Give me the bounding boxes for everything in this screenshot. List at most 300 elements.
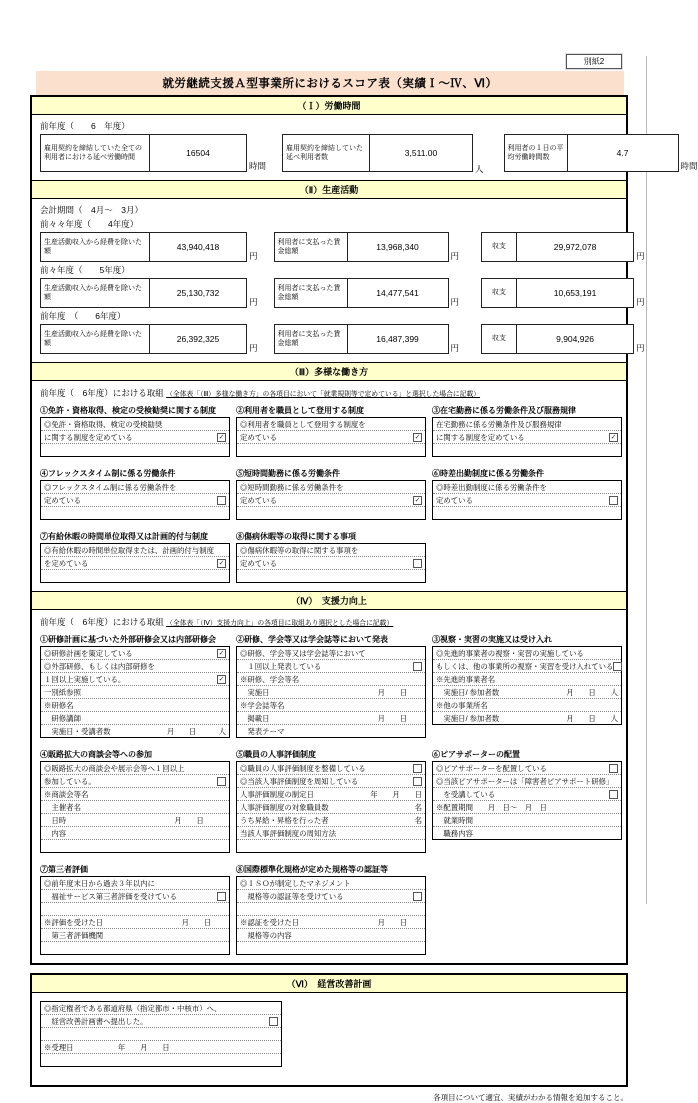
income-field: [40, 324, 258, 354]
item-row: [433, 801, 621, 814]
row-text: を受講している: [436, 789, 496, 799]
attachment-tag: [566, 54, 622, 69]
field-value[interactable]: 4.7: [616, 148, 629, 158]
item-row: [41, 762, 229, 775]
checkbox[interactable]: [269, 1017, 278, 1026]
checkbox[interactable]: ✓: [218, 433, 225, 441]
row-meta: 月 日 人: [566, 687, 618, 697]
improvement-plan-box: [30, 973, 628, 1087]
item-row: [41, 1041, 281, 1054]
production-year-label: 前々年度（ 5年度）: [40, 265, 130, 275]
item-row: [41, 557, 229, 570]
workstyle-item: [40, 405, 230, 457]
income-field: [40, 232, 258, 262]
income-value[interactable]: 26,392,325: [176, 334, 220, 344]
row-text: 定めている: [240, 432, 277, 442]
row-text: 定めている: [44, 495, 81, 505]
row-text: 実施日・受講者数: [44, 726, 111, 736]
workstyle-items: [40, 405, 618, 583]
item-box: [432, 646, 622, 725]
item-row: [41, 903, 229, 916]
row-text: ◎時差出勤制度に係る労働条件を: [436, 482, 547, 492]
balance-label: 収支: [482, 279, 517, 307]
item-row: [237, 712, 425, 725]
item-row: [433, 712, 621, 724]
item-row: [433, 827, 621, 839]
row-text: 研修講師: [44, 713, 81, 723]
item-row: [237, 762, 425, 775]
item-row: [41, 1054, 281, 1066]
row-meta: 月 日: [377, 713, 422, 723]
item-row: [41, 840, 229, 852]
item-row: [41, 699, 229, 712]
support-item: [40, 749, 230, 853]
income-value[interactable]: 25,130,732: [176, 288, 220, 298]
item-title: ①研修計画に基づいた外部研修会又は内部研修会: [40, 635, 216, 644]
item-row: [41, 890, 229, 903]
row-text: 福祉サービス第三者評価を受けている: [44, 891, 178, 901]
row-text: ※研修、学会等名: [240, 674, 300, 684]
balance-value[interactable]: 10,653,191: [553, 288, 597, 298]
item-row: [433, 494, 621, 507]
labor-field: [504, 134, 698, 172]
item-row: [41, 686, 229, 699]
row-text: ◎研修、学会等又は学会誌等において: [240, 648, 366, 658]
item-title: ②利用者を職員として登用する制度: [236, 406, 364, 415]
checkbox[interactable]: [413, 662, 422, 671]
balance-value[interactable]: 9,904,926: [556, 334, 594, 344]
item-row: [237, 788, 425, 801]
row-text: ※学会誌等名: [240, 700, 285, 710]
income-label: 生産活動収入から経費を除いた額: [41, 233, 150, 261]
item-box: [236, 417, 426, 457]
main-score-box: [30, 95, 698, 965]
row-text: 人事評価制度の制定日: [240, 789, 314, 799]
row-text: ※配置期間 月 日～ 月 日: [436, 802, 547, 812]
section-2-header: （Ⅱ）生産活動: [32, 180, 626, 199]
workstyle-item: [236, 468, 426, 520]
support-item: [40, 864, 230, 955]
item-row: [237, 570, 425, 582]
row-text: ◎指定権者である都道府県（指定都市・中核市）へ、: [44, 1003, 222, 1013]
item-row: [237, 481, 425, 494]
item-row: [41, 444, 229, 456]
row-text: 実施日: [240, 687, 270, 697]
item-row: [41, 418, 229, 431]
wage-value[interactable]: 14,477,541: [376, 288, 419, 298]
item-row: [433, 647, 621, 660]
field-label: 利用者の１日の平均労働時間数: [505, 135, 568, 171]
workstyle-item: [236, 405, 426, 457]
income-value[interactable]: 43,940,418: [176, 242, 220, 252]
item-title: ⑧国際標準化規格が定めた規格等の認証等: [236, 865, 388, 874]
row-text: ◎有給休暇の時間単位取得または、計画的付与制度: [44, 545, 214, 555]
support-item: [236, 634, 426, 738]
item-row: [237, 444, 425, 456]
row-meta: 月 日 人: [566, 713, 618, 723]
yen-unit: 円: [636, 297, 645, 307]
item-row: [237, 647, 425, 660]
row-text: 実施日/ 参加者数: [436, 713, 500, 723]
item-row: [41, 788, 229, 801]
checkbox[interactable]: [413, 559, 422, 568]
checkbox[interactable]: [609, 790, 618, 799]
row-text: 職務内容: [436, 828, 473, 838]
page-edge-line: [646, 56, 647, 904]
item-box: [40, 417, 230, 457]
row-text: ◎免許・資格取得、検定の受検勧奨: [44, 419, 163, 429]
item-row: [41, 942, 229, 954]
item-row: [237, 827, 425, 840]
wage-label: 利用者に支払った賃金総額: [275, 233, 348, 261]
checkbox[interactable]: [413, 764, 422, 773]
item-row: [237, 814, 425, 827]
section-1-body: [32, 115, 698, 180]
item-box: [236, 480, 426, 520]
row-text: 内容: [44, 828, 67, 838]
row-text: うち昇給・昇格を行った者: [240, 815, 329, 825]
item-row: [41, 929, 229, 942]
checkbox[interactable]: [217, 892, 226, 901]
row-text: 人事評価制度の対象職員数: [240, 802, 329, 812]
checkbox[interactable]: ✓: [610, 433, 617, 441]
support-item: [40, 634, 230, 738]
item-row: [41, 507, 229, 519]
item-row: [433, 814, 621, 827]
item-box: [40, 876, 230, 955]
row-text: 参加している。: [44, 776, 96, 786]
labor-field: [40, 134, 266, 172]
balance-label: 収支: [482, 233, 517, 261]
item-row: [237, 494, 425, 507]
support-items: [40, 634, 618, 955]
wage-label: 利用者に支払った賃金総額: [275, 279, 348, 307]
row-text: 掲載日: [240, 713, 270, 723]
item-box: [40, 646, 230, 738]
item-box: [236, 543, 426, 583]
section-1-header: （Ｉ）労働時間: [32, 97, 626, 115]
checkbox[interactable]: ✓: [414, 496, 421, 504]
item-row: [41, 775, 229, 788]
item-title: ⑦有給休暇の時間単位取得又は計画的付与制度: [40, 532, 208, 541]
row-text: 日時: [44, 815, 67, 825]
footer-note: 各項目について適宜、実績がわかる情報を追加すること。: [433, 1093, 628, 1102]
yen-unit: 円: [249, 343, 258, 353]
item-row: [433, 788, 621, 801]
section-3-intro-note: （全体表「（Ⅲ）多様な働き方」の各項目において「就業規則等で定めている」と選択した場合に記載）: [166, 391, 481, 398]
item-row: [237, 903, 425, 916]
production-year-label: 前年度 （ 6年度）: [40, 311, 126, 321]
row-text: ◎販路拡大の商談会や展示会等へ１回以上: [44, 763, 185, 773]
item-row: [41, 916, 229, 929]
row-text: ◎職員の人事評価制度を整備している: [240, 763, 366, 773]
row-text: ◎ピアサポーターを配置している: [436, 763, 547, 773]
row-meta: 名: [414, 802, 422, 812]
workstyle-item: [432, 468, 622, 520]
production-year-row: [40, 218, 645, 262]
item-row: [237, 775, 425, 788]
item-box: [40, 480, 230, 520]
item-title: ④フレックスタイム制に係る労働条件: [40, 469, 176, 478]
item-box: [236, 876, 426, 955]
row-text: ◎先進的事業者の視察・実習の実施している: [436, 648, 584, 658]
row-text: 当該人事評価制度の周知方法: [240, 828, 337, 838]
yen-unit: 円: [636, 343, 645, 353]
checkbox[interactable]: ✓: [218, 675, 225, 683]
field-value[interactable]: 16504: [186, 148, 210, 158]
row-text: ◎研修計画を策定している: [44, 648, 133, 658]
row-text: 在宅勤務に係る労働条件及び服務規律: [436, 419, 562, 429]
item-row: [41, 544, 229, 557]
item-row: [41, 725, 229, 737]
item-row: [41, 431, 229, 444]
production-year-row: [40, 264, 645, 308]
section-4-header: （Ⅳ） 支援力向上: [32, 591, 626, 610]
wage-value[interactable]: 16,487,399: [376, 334, 419, 344]
field-label: 雇用契約を締結していた全ての利用者における延べ労働時間: [41, 135, 150, 171]
item-row: [41, 814, 229, 827]
row-text: 第三者評価機関: [44, 930, 104, 940]
income-field: [40, 278, 258, 308]
accounting-period-label: 会計期間（ 4月～ 3月）: [40, 205, 143, 215]
form-body: [30, 95, 698, 1103]
item-row: [237, 942, 425, 954]
checkbox[interactable]: [413, 777, 422, 786]
item-row: [41, 481, 229, 494]
section-4-intro-note: （全体表「（Ⅳ）支援力向上」の各項目に取組あり選択とした場合に記載）: [166, 620, 394, 627]
row-text: 定めている: [240, 495, 277, 505]
support-item: [432, 634, 622, 725]
item-row: [41, 1028, 281, 1041]
row-text: を定めている: [44, 558, 89, 568]
item-box: [40, 543, 230, 583]
item-row: [433, 660, 621, 673]
item-row: [41, 647, 229, 660]
item-row: [41, 570, 229, 582]
section-6-body: [32, 993, 626, 1085]
section-3-header: （Ⅲ）多様な働き方: [32, 362, 626, 381]
item-row: [41, 827, 229, 840]
field-unit: 人: [475, 164, 484, 174]
item-row: [433, 507, 621, 519]
workstyle-item: [40, 531, 230, 583]
row-text: ※先進的事業者名: [436, 674, 496, 684]
item-row: [433, 686, 621, 699]
item-row: [41, 1002, 281, 1015]
row-meta: 月 日: [377, 687, 422, 697]
row-text: 就業時間: [436, 815, 473, 825]
yen-unit: 円: [450, 297, 460, 307]
field-unit: 時間: [249, 161, 267, 171]
row-meta: 月 日 人: [166, 726, 226, 736]
checkbox[interactable]: ✓: [218, 649, 225, 657]
item-row: [237, 431, 425, 444]
wage-field: [274, 232, 460, 262]
item-title: ⑦第三者評価: [40, 865, 88, 874]
item-title: ①免許・資格取得、検定の受検勧奨に関する制度: [40, 406, 216, 415]
row-meta: 年 月 日: [370, 789, 422, 799]
row-text: ※他の事業所名: [436, 700, 488, 710]
item-row: [237, 725, 425, 737]
row-text: ◎短時間勤務に係る労働条件を: [240, 482, 344, 492]
workstyle-item: [236, 531, 426, 583]
section-4-intro-label: 前年度（ 6年度）における取組: [40, 617, 164, 627]
balance-value[interactable]: 29,972,078: [553, 242, 597, 252]
item-box: [236, 646, 426, 738]
item-title: ④販路拡大の商談会等への参加: [40, 750, 152, 759]
item-row: [41, 660, 229, 673]
balance-field: [481, 324, 645, 354]
row-text: ◎利用者を職員として登用する制度を: [240, 419, 366, 429]
item-title: ⑤職員の人事評価制度: [236, 750, 316, 759]
section-4-intro: [40, 616, 618, 628]
item-title: ②研修、学会等又は学会誌等において発表: [236, 635, 388, 644]
item-row: [237, 929, 425, 942]
row-text: ※研修名: [44, 700, 74, 710]
item-row: [41, 1015, 281, 1028]
row-text: ◎当該人事評価制度を周知している: [240, 776, 359, 786]
row-text: に関する制度を定めている: [44, 432, 133, 442]
item-row: [433, 431, 621, 444]
item-box: [432, 761, 622, 840]
item-row: [237, 507, 425, 519]
item-row: [41, 877, 229, 890]
row-text: 規格等の認証等を受けている: [240, 891, 344, 901]
checkbox[interactable]: ✓: [414, 433, 421, 441]
item-row: [237, 686, 425, 699]
row-text: ◎ＩＳＯが制定したマネジメント: [240, 878, 351, 888]
attachment-tag-label: 別紙2: [583, 57, 605, 66]
row-text: １回以上実施している。: [44, 674, 126, 684]
item-row: [433, 762, 621, 775]
section-3-body: [32, 381, 626, 591]
support-item: [236, 749, 426, 853]
yen-unit: 円: [249, 297, 258, 307]
row-text: ◎前年度末日から過去３年以内に: [44, 878, 155, 888]
page-title: 就労継続支援Ａ型事業所におけるスコア表（実績Ｉ～Ⅳ、Ⅵ）: [36, 71, 624, 95]
section-3-intro-label: 前年度（ 6年度）における取組: [40, 388, 164, 398]
item-row: [237, 544, 425, 557]
field-unit: 時間: [680, 161, 698, 171]
workstyle-item: [432, 405, 622, 457]
item-box: [236, 761, 426, 853]
item-row: [433, 699, 621, 712]
field-value[interactable]: 3,511.00: [404, 148, 438, 158]
plan-item-box: [40, 1001, 282, 1067]
production-rows: [40, 218, 645, 354]
wage-label: 利用者に支払った賃金総額: [275, 325, 348, 353]
checkbox[interactable]: [609, 764, 618, 773]
wage-field: [274, 278, 460, 308]
section-6-header: （Ⅵ） 経営改善計画: [32, 975, 626, 993]
row-text: 経営改善計画書へ提出した。: [44, 1016, 148, 1026]
checkbox[interactable]: [217, 496, 226, 505]
row-text: ◎当該ピアサポーターは「障害者ピアサポート研修」: [436, 776, 614, 786]
row-meta: 月 日: [174, 815, 226, 825]
row-text: 定めている: [436, 495, 473, 505]
item-row: [433, 775, 621, 788]
row-text: ◎傷病休暇等の取得に関する事項を: [240, 545, 359, 555]
income-label: 生産活動収入から経費を除いた額: [41, 279, 150, 307]
balance-field: [481, 232, 645, 262]
section-3-intro: [40, 387, 618, 399]
item-row: [237, 890, 425, 903]
wage-value[interactable]: 13,968,340: [376, 242, 419, 252]
yen-unit: 円: [636, 251, 645, 261]
item-row: [237, 699, 425, 712]
item-row: [41, 712, 229, 725]
checkbox[interactable]: [613, 662, 622, 671]
wage-field: [274, 324, 460, 354]
yen-unit: 円: [450, 343, 460, 353]
support-item: [432, 749, 622, 840]
row-text: 主催者名: [44, 802, 81, 812]
item-title: ③視察・実習の実施又は受け入れ: [432, 635, 552, 644]
row-text: ※評価を受けた日: [44, 917, 104, 927]
row-text: 発表テーマ: [240, 726, 285, 736]
row-text: １回以上発表している: [240, 661, 322, 671]
income-label: 生産活動収入から経費を除いた額: [41, 325, 150, 353]
production-year-row: [40, 310, 645, 354]
balance-field: [481, 278, 645, 308]
item-row: [433, 673, 621, 686]
item-row: [237, 418, 425, 431]
item-title: ⑤短時間勤務に係る労働条件: [236, 469, 340, 478]
section-2-body: [32, 199, 645, 362]
item-title: ⑥時差出勤制度に係る労働条件: [432, 469, 544, 478]
row-text: ※認証を受けた日: [240, 917, 300, 927]
section-1-year-label: 前年度（ 6 年度）: [40, 121, 130, 131]
checkbox[interactable]: [609, 496, 618, 505]
field-label: 雇用契約を締結していた延べ利用者数: [283, 135, 370, 171]
yen-unit: 円: [249, 251, 258, 261]
row-meta: 名: [414, 815, 422, 825]
labor-time-fields: [40, 134, 698, 174]
balance-label: 収支: [482, 325, 517, 353]
item-title: ⑧傷病休暇等の取得に関する事項: [236, 532, 356, 541]
item-row: [433, 418, 621, 431]
item-row: [41, 494, 229, 507]
item-row: [41, 801, 229, 814]
row-text: 定めている: [240, 558, 277, 568]
item-row: [237, 840, 425, 852]
item-title: ⑥ピアサポーターの配置: [432, 750, 520, 759]
item-row: [433, 481, 621, 494]
item-box: [432, 480, 622, 520]
row-text: ◎外部研修、もしくは内部研修を: [44, 661, 155, 671]
item-box: [40, 761, 230, 853]
labor-field: [282, 134, 484, 172]
row-text: ※受理日 年 月 日: [44, 1042, 170, 1052]
checkbox[interactable]: [217, 777, 226, 786]
row-text: に関する制度を定めている: [436, 432, 525, 442]
item-row: [237, 673, 425, 686]
row-meta: 月 日: [181, 917, 226, 927]
row-text: 規格等の内容: [240, 930, 292, 940]
row-text: もしくは、他の事業所の視察・実習を受け入れている: [436, 661, 614, 671]
row-text: ◎フレックスタイム制に係る労働条件を: [44, 482, 177, 492]
checkbox[interactable]: ✓: [218, 559, 225, 567]
item-row: [237, 660, 425, 673]
item-row: [41, 673, 229, 686]
checkbox[interactable]: [413, 892, 422, 901]
item-row: [237, 916, 425, 929]
row-text: 実施日/ 参加者数: [436, 687, 500, 697]
workstyle-item: [40, 468, 230, 520]
item-title: ③在宅勤務に係る労働条件及び服務規律: [432, 406, 576, 415]
production-year-label: 前々々年度（ 4年度）: [40, 219, 139, 229]
yen-unit: 円: [450, 251, 460, 261]
